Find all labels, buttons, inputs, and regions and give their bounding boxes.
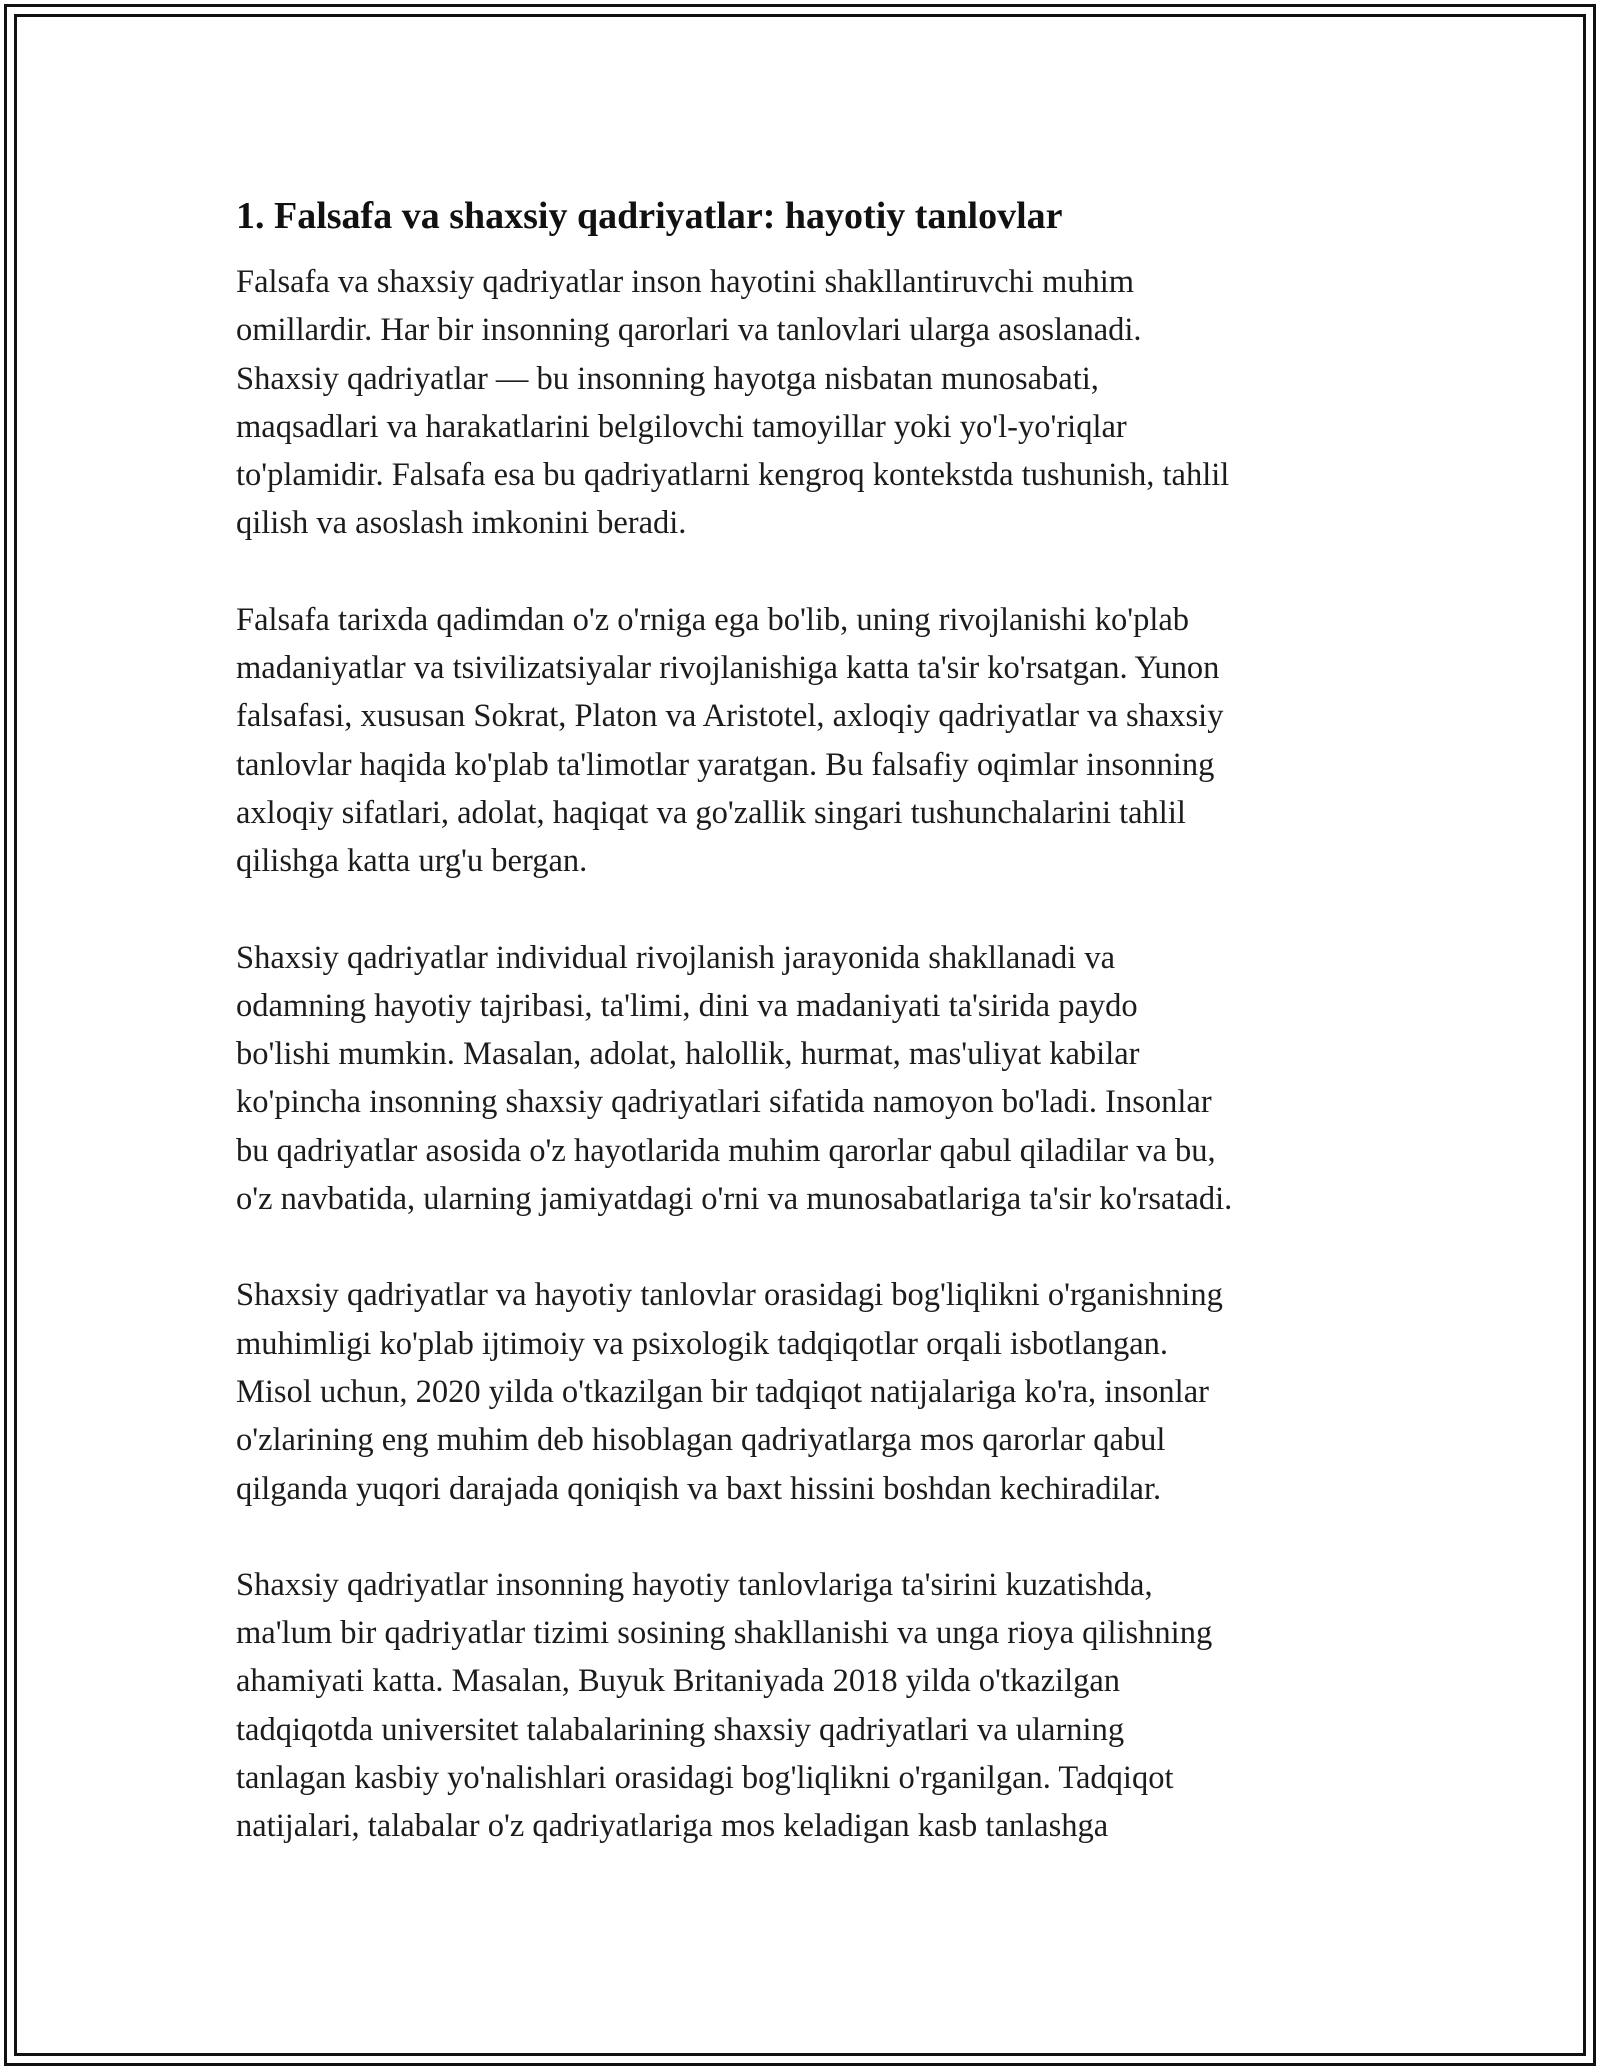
text-line: ahamiyati katta. Masalan, Buyuk Britaniyada 2018 yilda o'tkazilgan [236, 1663, 1121, 1700]
text-line: tadqiqotda universitet talabalarining shaxsiy qadriyatlari va ularning [236, 1711, 1125, 1748]
text-line: o'z navbatida, ularning jamiyatdagi o'rni va munosabatlariga ta'sir ko'rsatadi. [236, 1181, 1233, 1218]
paragraph-3 [236, 934, 1386, 1224]
text-line: bo'lishi mumkin. Masalan, adolat, halollik, hurmat, mas'uliyat kabilar [236, 1036, 1140, 1073]
paragraph-1 [236, 258, 1386, 548]
text-line: axloqiy sifatlari, adolat, haqiqat va go'zallik singari tushunchalarini tahlil [236, 794, 1186, 831]
text-line: qilish va asoslash imkonini beradi. [236, 505, 687, 542]
text-line: omillardir. Har bir insonning qarorlari va tanlovlari ularga asoslanadi. [236, 312, 1142, 349]
section-heading: 1. Falsafa va shaxsiy qadriyatlar: hayotiy tanlovlar [236, 195, 1063, 237]
text-line: to'plamidir. Falsafa esa bu qadriyatlarni kengroq kontekstda tushunish, tahlil [236, 457, 1230, 494]
text-line: qilishga katta urg'u bergan. [236, 843, 588, 880]
text-line: bu qadriyatlar asosida o'z hayotlarida muhim qarorlar qabul qiladilar va bu, [236, 1132, 1216, 1169]
text-line: tanlovlar haqida ko'plab ta'limotlar yaratgan. Bu falsafiy oqimlar insonning [236, 746, 1215, 783]
text-line: Shaxsiy qadriyatlar — bu insonning hayotga nisbatan munosabati, [236, 360, 1099, 397]
paragraph-4 [236, 1271, 1386, 1512]
text-line: Misol uchun, 2020 yilda o'tkazilgan bir tadqiqot natijalariga ko'ra, insonlar [236, 1373, 1209, 1410]
paragraph-2 [236, 596, 1386, 886]
text-line: Shaxsiy qadriyatlar insonning hayotiy tanlovlariga ta'sirini kuzatishda, [236, 1566, 1153, 1603]
text-line: odamning hayotiy tajribasi, ta'limi, dini va madaniyati ta'sirida paydo [236, 987, 1138, 1024]
text-line: ma'lum bir qadriyatlar tizimi sosining shakllanishi va unga rioya qilishning [236, 1615, 1213, 1652]
text-line: Shaxsiy qadriyatlar individual rivojlanish jarayonida shakllanadi va [236, 939, 1116, 976]
text-line: Falsafa va shaxsiy qadriyatlar inson hayotini shakllantiruvchi muhim [236, 264, 1135, 300]
text-line: falsafasi, xususan Sokrat, Platon va Aristotel, axloqiy qadriyatlar va shaxsiy [236, 698, 1224, 735]
text-line: Shaxsiy qadriyatlar va hayotiy tanlovlar orasidagi bog'liqlikni o'rganishning [236, 1277, 1223, 1314]
text-line: maqsadlari va harakatlarini belgilovchi tamoyillar yoki yo'l-yo'riqlar [236, 408, 1127, 445]
document-body [236, 188, 1386, 1899]
text-line: muhimligi ko'plab ijtimoiy va psixologik tadqiqotlar orqali isbotlangan. [236, 1325, 1169, 1362]
text-line: natijalari, talabalar o'z qadriyatlariga mos keladigan kasb tanlashga [236, 1808, 1109, 1845]
text-line: Falsafa tarixda qadimdan o'z o'rniga ega bo'lib, uning rivojlanishi ko'plab [236, 601, 1190, 638]
text-line: o'zlarining eng muhim deb hisoblagan qadriyatlarga mos qarorlar qabul [236, 1422, 1166, 1459]
paragraph-5 [236, 1561, 1386, 1851]
text-line: madaniyatlar va tsivilizatsiyalar rivojlanishiga katta ta'sir ko'rsatgan. Yunon [236, 650, 1220, 687]
text-line: ko'pincha insonning shaxsiy qadriyatlari sifatida namoyon bo'ladi. Insonlar [236, 1084, 1212, 1121]
text-line: qilganda yuqori darajada qoniqish va baxt hissini boshdan kechiradilar. [236, 1470, 1162, 1507]
text-line: tanlagan kasbiy yo'nalishlari orasidagi bog'liqlikni o'rganilgan. Tadqiqot [236, 1760, 1174, 1797]
